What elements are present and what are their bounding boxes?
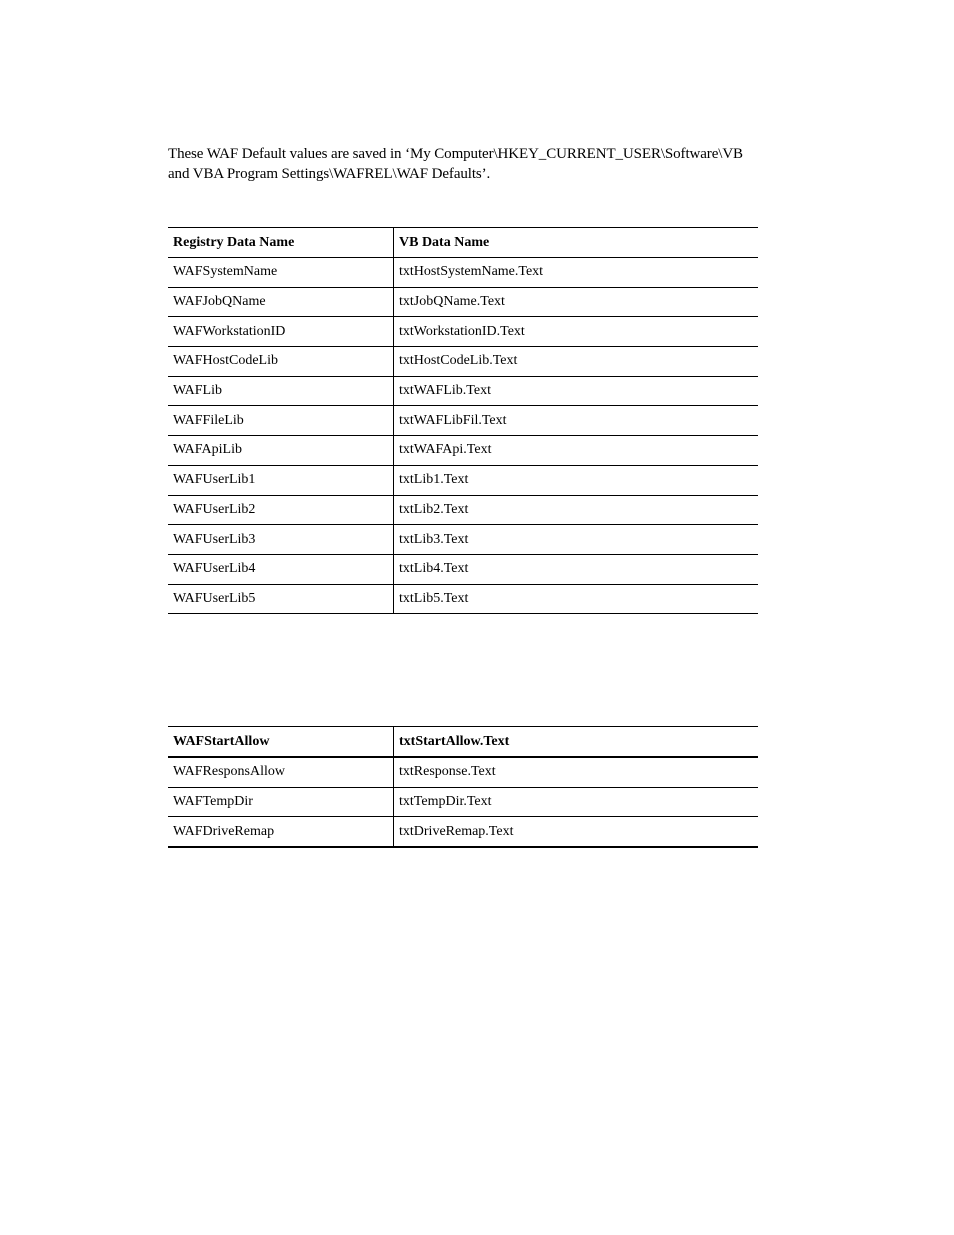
table-header-row bbox=[168, 228, 758, 258]
table-row bbox=[168, 317, 758, 347]
table-row bbox=[168, 495, 758, 525]
table-row bbox=[168, 757, 758, 787]
intro-line-1: These WAF Default values are saved in ‘My Computer\HKEY_CURRENT_USER\Software\VB bbox=[168, 146, 743, 162]
table-row bbox=[168, 436, 758, 466]
vb-name-cell: txtWorkstationID.Text bbox=[394, 317, 759, 347]
table-row bbox=[168, 347, 758, 377]
table-row bbox=[168, 406, 758, 436]
header-registry-data-name: Registry Data Name bbox=[168, 228, 394, 258]
table-row bbox=[168, 287, 758, 317]
registry-name-cell: WAFDriveRemap bbox=[168, 817, 394, 847]
header-vb-data-name: VB Data Name bbox=[394, 228, 759, 258]
registry-name-cell: WAFUserLib3 bbox=[168, 525, 394, 555]
table-row bbox=[168, 817, 758, 847]
registry-name-cell: WAFUserLib2 bbox=[168, 495, 394, 525]
vb-name-cell: txtWAFLib.Text bbox=[394, 376, 759, 406]
header-vb-data-name: txtStartAllow.Text bbox=[394, 727, 759, 758]
registry-name-cell: WAFWorkstationID bbox=[168, 317, 394, 347]
vb-name-cell: txtWAFLibFil.Text bbox=[394, 406, 759, 436]
table-row bbox=[168, 554, 758, 584]
table-row bbox=[168, 376, 758, 406]
registry-name-cell: WAFFileLib bbox=[168, 406, 394, 436]
table-row bbox=[168, 584, 758, 614]
vb-name-cell: txtLib4.Text bbox=[394, 554, 759, 584]
registry-name-cell: WAFLib bbox=[168, 376, 394, 406]
vb-name-cell: txtHostCodeLib.Text bbox=[394, 347, 759, 377]
vb-name-cell: txtTempDir.Text bbox=[394, 787, 759, 817]
registry-name-cell: WAFApiLib bbox=[168, 436, 394, 466]
table-row bbox=[168, 525, 758, 555]
header-registry-data-name: WAFStartAllow bbox=[168, 727, 394, 758]
registry-name-cell: WAFUserLib5 bbox=[168, 584, 394, 614]
intro-line-2: and VBA Program Settings\WAFREL\WAF Defaults’. bbox=[168, 166, 491, 182]
registry-name-cell: WAFTempDir bbox=[168, 787, 394, 817]
registry-name-cell: WAFSystemName bbox=[168, 258, 394, 288]
registry-mapping-table-continued bbox=[168, 726, 758, 848]
vb-name-cell: txtResponse.Text bbox=[394, 757, 759, 787]
vb-name-cell: txtWAFApi.Text bbox=[394, 436, 759, 466]
vb-name-cell: txtDriveRemap.Text bbox=[394, 817, 759, 847]
vb-name-cell: txtHostSystemName.Text bbox=[394, 258, 759, 288]
table-header-row bbox=[168, 727, 758, 758]
vb-name-cell: txtLib5.Text bbox=[394, 584, 759, 614]
registry-name-cell: WAFResponsAllow bbox=[168, 757, 394, 787]
registry-name-cell: WAFUserLib4 bbox=[168, 554, 394, 584]
registry-mapping-table bbox=[168, 227, 758, 614]
registry-name-cell: WAFUserLib1 bbox=[168, 465, 394, 495]
vb-name-cell: txtLib3.Text bbox=[394, 525, 759, 555]
registry-name-cell: WAFJobQName bbox=[168, 287, 394, 317]
intro-paragraph bbox=[168, 144, 848, 184]
vb-name-cell: txtLib2.Text bbox=[394, 495, 759, 525]
table-row bbox=[168, 465, 758, 495]
vb-name-cell: txtJobQName.Text bbox=[394, 287, 759, 317]
registry-name-cell: WAFHostCodeLib bbox=[168, 347, 394, 377]
table-row bbox=[168, 258, 758, 288]
vb-name-cell: txtLib1.Text bbox=[394, 465, 759, 495]
table-row bbox=[168, 787, 758, 817]
